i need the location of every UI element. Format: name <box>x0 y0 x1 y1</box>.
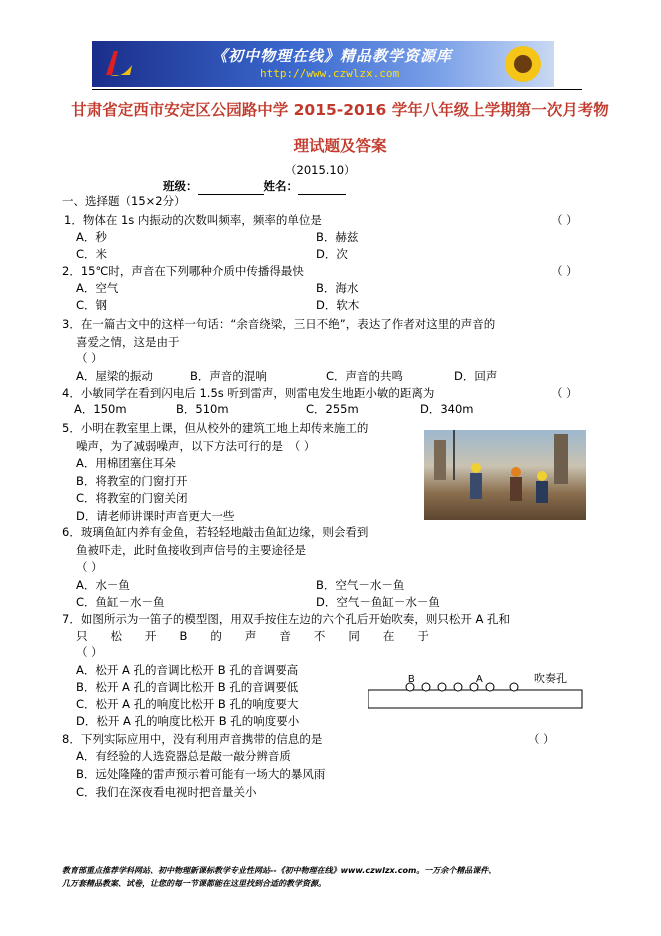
q4-option-a: A．150m <box>74 402 127 416</box>
q4-stem: 4．小敏同学在看到闪电后 1.5s 听到雷声，则雷电发生地距小敏的距离为 <box>62 386 435 400</box>
flute-label-b: B <box>408 674 415 685</box>
q2-stem: 2．15℃时，声音在下列哪种介质中传播得最快 <box>62 264 304 278</box>
q3-stem-line2: 喜爱之情，这是由于 <box>76 335 180 349</box>
logo-icon <box>100 45 136 83</box>
q7-answer-paren: （ ） <box>76 645 103 659</box>
section-heading: 一、选择题（15×2分） <box>62 194 186 208</box>
q6-stem-line1: 6．玻璃鱼缸内养有金鱼，若轻轻地敲击鱼缸边缘，则会看到 <box>62 525 369 539</box>
q6-option-b: B．空气－水－鱼 <box>316 578 405 592</box>
q5-option-c: C．将教室的门窗关闭 <box>76 491 188 505</box>
q3-answer-paren: （ ） <box>76 351 103 365</box>
class-blank[interactable] <box>198 178 264 195</box>
flute-hole-6 <box>486 683 494 691</box>
q1-option-b: B．赫兹 <box>316 230 359 244</box>
q5-stem-line1: 5．小明在教室里上课，但从校外的建筑工地上却传来施工的 <box>62 421 369 435</box>
flute-label-a: A <box>476 674 483 685</box>
student-info <box>163 178 346 195</box>
q6-option-d: D．空气－鱼缸－水－鱼 <box>316 595 440 609</box>
sunflower-icon <box>500 43 546 85</box>
flute-body <box>368 690 582 708</box>
q3-option-d: D．回声 <box>454 369 498 383</box>
page-title-line1: 甘肃省定西市安定区公园路中学 2015-2016 学年八年级上学期第一次月考物 <box>71 101 609 119</box>
q3-option-b: B．声音的混响 <box>190 369 267 383</box>
flute-label-blow: 吹奏孔 <box>534 672 567 685</box>
q4-option-b: B．510m <box>176 402 229 416</box>
q2-option-a: A．空气 <box>76 281 119 295</box>
q5-option-a: A．用棉团塞住耳朵 <box>76 456 176 470</box>
flute-hole-4 <box>454 683 462 691</box>
banner-title: 《初中物理在线》精品教学资源库 <box>212 47 453 65</box>
footer-line1: 教育部重点推荐学科网站、初中物理新课标教学专业性网站--《初中物理在线》www.czwlzx.com。一万余个精品课件、 <box>62 866 497 875</box>
construction-site-photo <box>424 430 586 520</box>
q5-option-b: B．将教室的门窗打开 <box>76 474 188 488</box>
q1-option-d: D．次 <box>316 247 348 261</box>
q4-option-c: C．255m <box>306 402 359 416</box>
q8-option-a: A．有经验的人选瓷器总是敲一敲分辨音质 <box>76 749 291 763</box>
q8-option-b: B．远处隆隆的雷声预示着可能有一场大的暴风雨 <box>76 767 326 781</box>
banner-url[interactable]: http://www.czwlzx.com <box>260 67 400 80</box>
exam-date: （2015.10） <box>285 163 356 177</box>
flute-blow-hole <box>510 683 518 691</box>
flute-hole-3 <box>438 683 446 691</box>
q1-option-a: A．秒 <box>76 230 107 244</box>
q6-option-c: C．鱼缸－水－鱼 <box>76 595 165 609</box>
q8-option-c: C．我们在深夜看电视时把音量关小 <box>76 785 257 799</box>
q6-option-a: A．水－鱼 <box>76 578 130 592</box>
banner <box>92 41 554 87</box>
q6-stem-line2: 鱼被吓走，此时鱼接收到声信号的主要途径是 <box>76 543 306 557</box>
q4-answer-paren: （ ） <box>551 386 578 400</box>
q3-stem-line1: 3．在一篇古文中的这样一句话：“余音绕梁，三日不绝”，表达了作者对这里的声音的 <box>62 317 496 331</box>
page-title-line2: 理试题及答案 <box>293 137 387 155</box>
name-blank[interactable] <box>298 178 346 195</box>
q2-option-b: B．海水 <box>316 281 359 295</box>
q7-option-c: C．松开 A 孔的响度比松开 B 孔的响度要大 <box>76 697 299 711</box>
q3-option-c: C．声音的共鸣 <box>326 369 404 383</box>
q7-stem-line1: 7．如图所示为一笛子的模型图，用双手按住左边的六个孔后开始吹奏，则只松开 A 孔和 <box>62 612 510 626</box>
q1-answer-paren: （ ） <box>551 213 578 227</box>
footer-line2: 几万套精品教案、试卷，让您的每一节课都能在这里找到合适的教学资源。 <box>62 879 326 888</box>
q3-option-a: A．屋梁的振动 <box>76 369 153 383</box>
q7-option-a: A．松开 A 孔的音调比松开 B 孔的音调要高 <box>76 663 299 677</box>
q4-option-d: D．340m <box>420 402 474 416</box>
q6-answer-paren: （ ） <box>76 560 103 574</box>
q5-stem-line2: 噪声，为了减弱噪声，以下方法可行的是 （ ） <box>76 439 316 453</box>
header-rule <box>92 89 582 90</box>
q2-option-d: D．软木 <box>316 298 360 312</box>
class-label: 班级： <box>163 179 198 193</box>
flute-hole-2 <box>422 683 430 691</box>
flute-diagram <box>368 670 584 710</box>
q1-stem: 1．物体在 1s 内振动的次数叫频率，频率的单位是 <box>64 213 322 227</box>
q7-option-b: B．松开 A 孔的音调比松开 B 孔的音调要低 <box>76 680 299 694</box>
q7-option-d: D．松开 A 孔的响度比松开 B 孔的响度要小 <box>76 714 300 728</box>
q8-stem: 8．下列实际应用中，没有利用声音携带的信息的是 <box>62 732 323 746</box>
q2-option-c: C．钢 <box>76 298 108 312</box>
q5-option-d: D．请老师讲课时声音更大一些 <box>76 509 235 523</box>
name-label: 姓名： <box>263 179 298 193</box>
q2-answer-paren: （ ） <box>551 264 578 278</box>
q8-answer-paren: （ ） <box>528 732 555 746</box>
q7-stem-line2: 只 松 开 B 的 声 音 不 同 在 于 <box>76 629 429 643</box>
q1-option-c: C．米 <box>76 247 108 261</box>
